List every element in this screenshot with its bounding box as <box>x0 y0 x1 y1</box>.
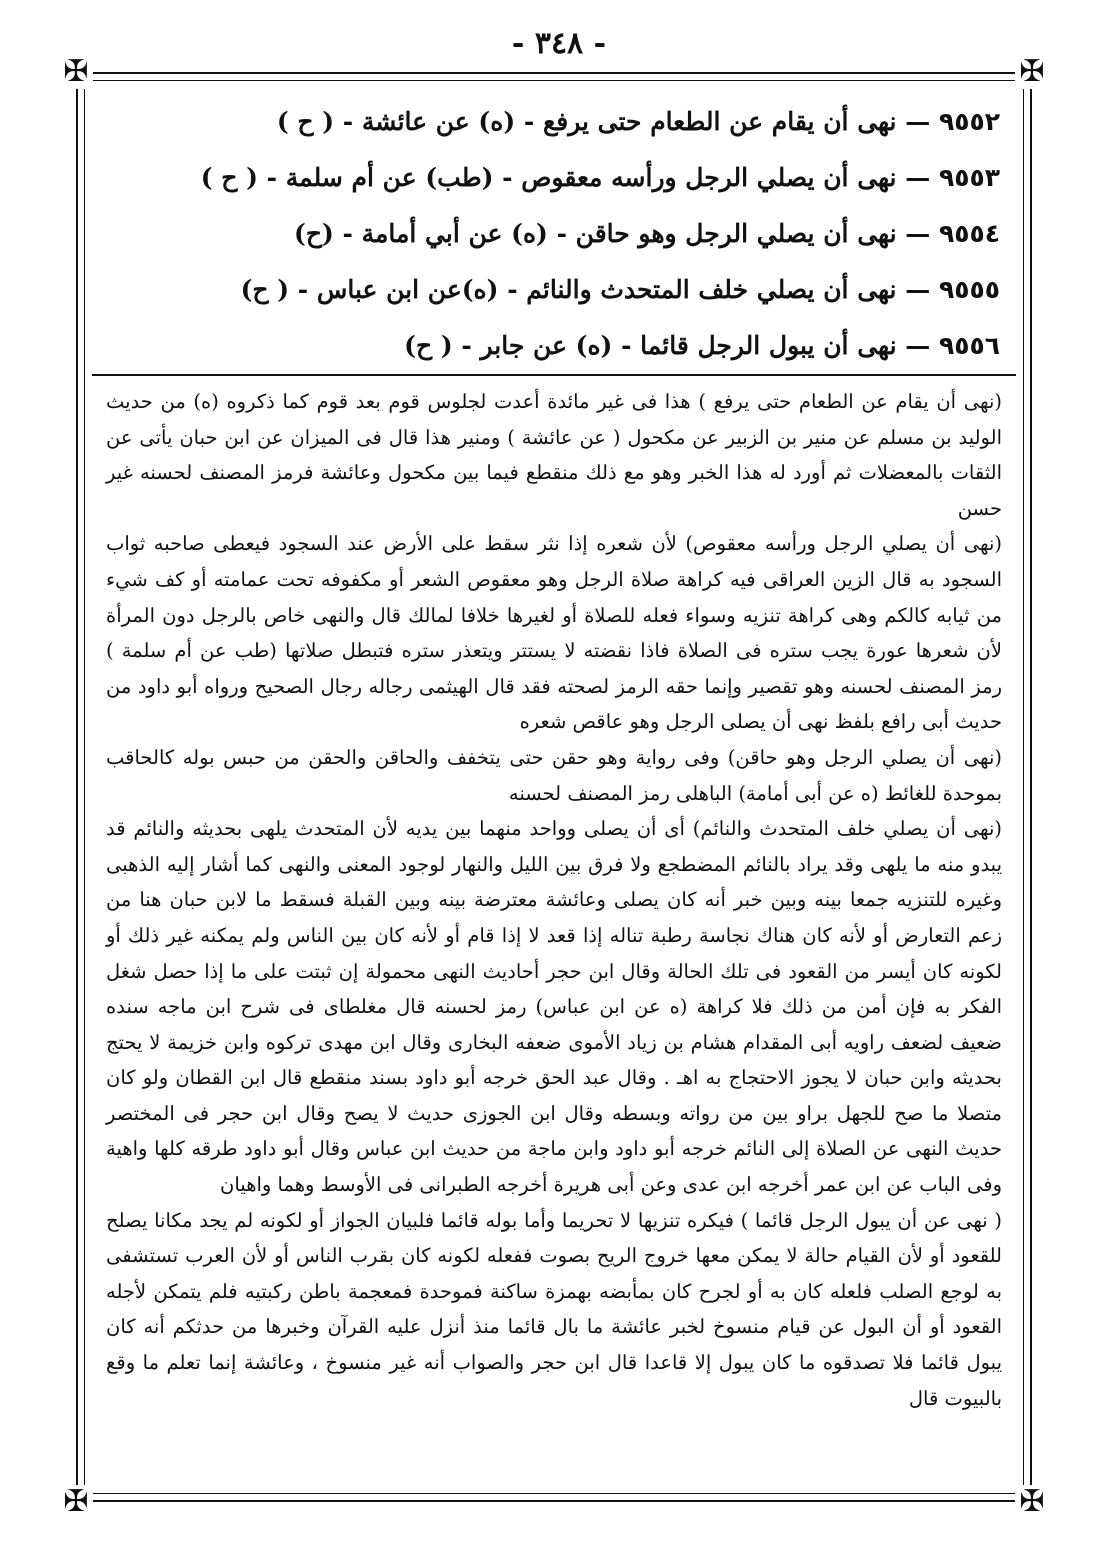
commentary-paragraph: (نهى أن يصلي الرجل ورأسه معقوص) لأن شعره إذا نثر سقط على الأرض عند السجود فيعطى صاحبه ثواب السجود به قال الزين العراقى فيه كراهة صلاة الرجل وهو معقوص الشعر أو مكفوفه تحت عمامته أو كف شيء من ثيابه كالكم وهى كراهة تنزيه وسواء فعله للصلاة أو لغيرها خلافا لمالك قال والنهى خاص بالرجل دون المرأة لأن شعرها عورة يجب ستره فى الصلاة فاذا نقضته لا يستتر ويتعذر ستره فتبطل صلاتها (طب عن أم سلمة ) رمز المصنف لحسنه وهو تقصير وإنما حقه الرمز لصحته فقد قال الهيثمى رجاله رجال الصحيح ورواه أبو داود من حديث أبى رافع بلفظ نهى أن يصلى الرجل وهو عاقص شعره <box>106 532 1002 734</box>
hadith-entry <box>108 206 1000 262</box>
hadith-number: ٩٥٥٣ <box>938 163 1000 192</box>
hadith-text: — نهى أن يقام عن الطعام حتى يرفع - (ه) عن عائشة - ( ح ) <box>276 107 931 136</box>
corner-ornament-icon: ✠ <box>1015 55 1049 89</box>
commentary-paragraph: (نهى أن يصلي الرجل وهو حاقن) وفى رواية وهو حقن حتى يتخفف والحاقن والحقن من حبس بوله كالحاقب بموحدة للغائط (ه عن أبى أمامة) الباهلى رمز المصنف لحسنه <box>106 745 1002 805</box>
commentary-paragraph: ( نهى عن أن يبول الرجل قائما ) فيكره تنزيها لا تحريما وأما بوله قائما فلبيان الجواز أو لكونه لم يجد مكانا يصلح للقعود أو لأن القيام حالة لا يمكن معها خروج الريح بصوت ففعله لكونه كان بقرب الناس أو لأن العرب تستشفى به لوجع الصلب فلعله كان به أو لجرح كان بمأبضه بهمزة ساكنة فموحدة فمعجمة باطن ركبتيه فلم يتمكن لأجله القعود أو أن البول عن قيام منسوخ لخبر عائشة ما بال قائما منذ أنزل عليه القرآن وخبرها من حدثكم أنه كان يبول قائما فلا تصدقوه ما كان يبول إلا قاعدا قال ابن حجر والصواب أنه غير منسوخ ، وعائشة إنما تعلم ما وقع بالبيوت قال <box>106 1208 1002 1410</box>
page-number: - ٣٤٨ - <box>511 26 607 61</box>
hadith-entry <box>108 150 1000 206</box>
hadith-text: — نهى أن يبول الرجل قائما - (ه) عن جابر - ( ح) <box>404 331 931 360</box>
corner-ornament-icon: ✠ <box>59 55 93 89</box>
hadith-entry <box>108 318 1000 374</box>
hadith-number: ٩٥٥٥ <box>938 275 1000 304</box>
hadith-list <box>92 84 1016 374</box>
hadith-text: — نهى أن يصلي خلف المتحدث والنائم - (ه)عن ابن عباس - ( ح) <box>240 275 931 304</box>
hadith-number: ٩٥٥٤ <box>938 219 1000 248</box>
hadith-text: — نهى أن يصلي الرجل ورأسه معقوص - (طب) عن أم سلمة - ( ح ) <box>200 163 931 192</box>
hadith-entry <box>108 262 1000 318</box>
hadith-number: ٩٥٥٢ <box>938 107 1000 136</box>
commentary-paragraph: (نهى أن يصلي خلف المتحدث والنائم) أى أن يصلى وواحد منهما بين يديه لأن المتحدث يلهى بحديثه والنائم قد يبدو منه ما يلهى وقد يراد بالنائم المضطجع ولا فرق بين الليل والنهار لوجود المعنى والنهى كما أشار إليه الذهبى وغيره للتنزيه جمعا بينه وبين خبر أنه كان يصلى وعائشة معترضة بينه وبين القبلة فسقط ما لابن حبان هنا من زعم التعارض أو لأنه كان هناك نجاسة رطبة تناله إذا قعد لا إذا قام أو لأنه كان بين الناس ولم يمكنه غير ذلك أو لكونه كان أيسر من القعود فى تلك الحالة وقال ابن حجر أحاديث النهى محمولة إن ثبتت على ما إذا حصل شغل الفكر به فإن أمن من ذلك فلا كراهة (ه عن ابن عباس) رمز لحسنه قال مغلطاى فى شرح ابن ماجه سنده ضعيف لضعف راويه أبى المقدام هشام بن زياد الأموى ضعفه البخارى وقال ابن مهدى تركوه وابن خزيمة لا يحتج بحديثه وابن حبان لا يجوز الاحتجاج به اهـ . وقال عبد الحق خرجه أبو داود بسند منقطع قال ابن القطان ولو كان متصلا ما صح للجهل براو بين من رواته وبسطه وقال ابن الجوزى حديث لا يصح وقال ابن حجر فى المختصر حديث النهى عن الصلاة إلى النائم خرجه أبو داود وابن ماجة من حديث ابن عباس وقال أبو داود طرقه كلها واهية وفى الباب عن ابن عمر أخرجه ابن عدى وعن أبى هريرة أخرجه الطبرانى فى الأوسط وهما واهيان <box>106 817 1002 1197</box>
hadith-text: — نهى أن يصلي الرجل وهو حاقن - (ه) عن أبي أمامة - (ح) <box>294 219 931 248</box>
section-divider <box>92 374 1016 376</box>
corner-ornament-icon: ✠ <box>1015 1485 1049 1519</box>
page-content <box>92 84 1016 1410</box>
corner-ornament-icon: ✠ <box>59 1485 93 1519</box>
hadith-number: ٩٥٥٦ <box>938 331 1000 360</box>
commentary <box>92 384 1016 1416</box>
hadith-entry <box>108 94 1000 150</box>
commentary-paragraph: (نهى أن يقام عن الطعام حتى يرفع ) هذا فى غير مائدة أعدت لجلوس قوم بعد قوم كما ذكروه (ه) من حديث الوليد بن مسلم عن منير بن الزبير عن مكحول ( عن عائشة ) ومنير هذا قال فى الميزان عن ابن حبان يأتى عن الثقات بالمعضلات ثم أورد له هذا الخبر وهو مع ذلك منقطع فيما بين مكحول وعائشة فرمز المصنف لحسنه غير حسن <box>106 390 1002 520</box>
